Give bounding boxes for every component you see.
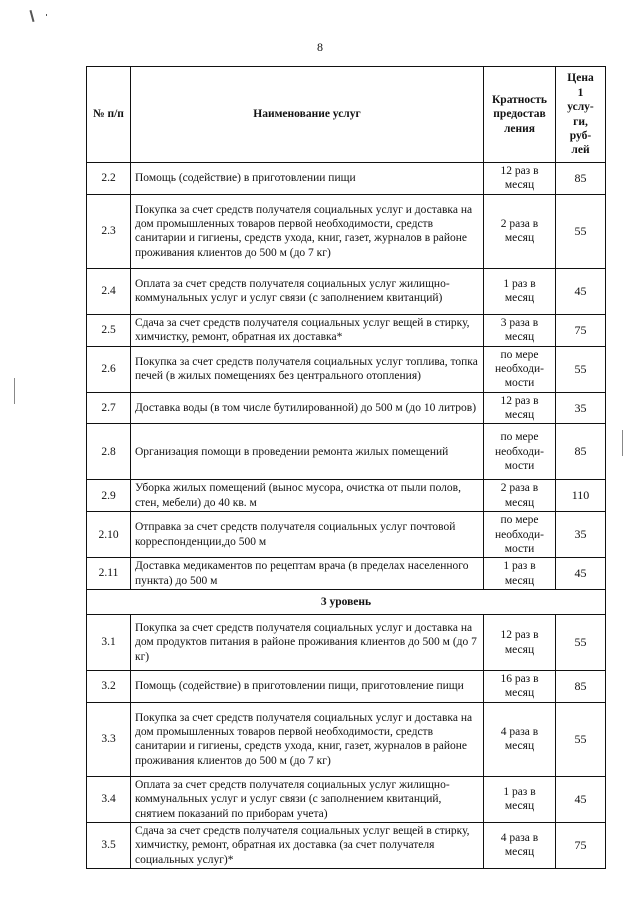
table-row bbox=[87, 392, 606, 424]
level3-header bbox=[87, 590, 606, 615]
service-price: 85 bbox=[556, 671, 606, 703]
service-frequency: 1 раз в месяц bbox=[484, 268, 556, 314]
service-price: 85 bbox=[556, 424, 606, 480]
table-row bbox=[87, 702, 606, 776]
service-price: 35 bbox=[556, 512, 606, 558]
service-name: Покупка за счет средств получателя социальных услуг и доставка на дом промышленных товаров первой необходимости, средств санитарии и гигиены, средств ухода, книг, газет, журналов в районе проживания клиентов до 500 м (до 7 кг) bbox=[131, 702, 484, 776]
service-name: Помощь (содействие) в приготовлении пищи bbox=[131, 163, 484, 195]
service-price: 110 bbox=[556, 480, 606, 512]
row-number: 3.2 bbox=[87, 671, 131, 703]
service-name: Организация помощи в проведении ремонта жилых помещений bbox=[131, 424, 484, 480]
service-name: Доставка воды (в том числе бутилированной) до 500 м (до 10 литров) bbox=[131, 392, 484, 424]
table-row bbox=[87, 194, 606, 268]
service-frequency: 16 раз в месяц bbox=[484, 671, 556, 703]
service-frequency: 4 раза в месяц bbox=[484, 822, 556, 868]
service-frequency: 4 раза в месяц bbox=[484, 702, 556, 776]
service-frequency: по мере необходи-мости bbox=[484, 346, 556, 392]
service-price: 45 bbox=[556, 268, 606, 314]
scan-mark bbox=[29, 10, 34, 22]
table-row bbox=[87, 424, 606, 480]
table-row bbox=[87, 822, 606, 868]
table-row bbox=[87, 346, 606, 392]
service-name: Покупка за счет средств получателя социальных услуг и доставка на дом продуктов питания в районе проживания клиентов до 500 м (до 7 кг) bbox=[131, 615, 484, 671]
service-frequency: 2 раза в месяц bbox=[484, 194, 556, 268]
service-price: 45 bbox=[556, 776, 606, 822]
service-frequency: по мере необходи-мости bbox=[484, 424, 556, 480]
service-frequency: 1 раз в месяц bbox=[484, 776, 556, 822]
row-number: 3.1 bbox=[87, 615, 131, 671]
page-number: 8 bbox=[317, 40, 323, 54]
service-price: 55 bbox=[556, 702, 606, 776]
row-number: 3.3 bbox=[87, 702, 131, 776]
service-frequency: 2 раза в месяц bbox=[484, 480, 556, 512]
table-row bbox=[87, 314, 606, 346]
service-name: Помощь (содействие) в приготовлении пищи, приготовление пищи bbox=[131, 671, 484, 703]
level3-rows bbox=[87, 615, 606, 869]
service-name: Оплата за счет средств получателя социальных услуг жилищно-коммунальных услуг и услуг связи (с заполнением квитанций) bbox=[131, 268, 484, 314]
header-frequency: Кратность предостав ления bbox=[484, 67, 556, 163]
service-name: Оплата за счет средств получателя социальных услуг жилищно-коммунальных услуг и услуг связи (с заполнением квитанций, снятием показаний по приборам учета) bbox=[131, 776, 484, 822]
table-row bbox=[87, 268, 606, 314]
row-number: 2.9 bbox=[87, 480, 131, 512]
header-name: Наименование услуг bbox=[131, 67, 484, 163]
service-name: Отправка за счет средств получателя социальных услуг почтовой корреспонденции,до 500 м bbox=[131, 512, 484, 558]
service-price: 45 bbox=[556, 558, 606, 590]
row-number: 2.5 bbox=[87, 314, 131, 346]
service-frequency: 1 раз в месяц bbox=[484, 558, 556, 590]
row-number: 2.10 bbox=[87, 512, 131, 558]
service-name: Уборка жилых помещений (вынос мусора, очистка от пыли полов, стен, мебели) до 40 кв. м bbox=[131, 480, 484, 512]
service-price: 85 bbox=[556, 163, 606, 195]
service-name: Сдача за счет средств получателя социальных услуг вещей в стирку, химчистку, ремонт, обратная их доставка* bbox=[131, 314, 484, 346]
scan-mark bbox=[46, 14, 47, 16]
row-number: 2.7 bbox=[87, 392, 131, 424]
service-name: Доставка медикаментов по рецептам врача (в пределах населенного пункта) до 500 м bbox=[131, 558, 484, 590]
service-frequency: 12 раз в месяц bbox=[484, 163, 556, 195]
table-row bbox=[87, 671, 606, 703]
service-price: 55 bbox=[556, 615, 606, 671]
service-frequency: по мере необходи-мости bbox=[484, 512, 556, 558]
table-row-section bbox=[87, 590, 606, 615]
row-number: 3.4 bbox=[87, 776, 131, 822]
service-price: 35 bbox=[556, 392, 606, 424]
row-number: 3.5 bbox=[87, 822, 131, 868]
service-frequency: 12 раз в месяц bbox=[484, 615, 556, 671]
service-price: 55 bbox=[556, 194, 606, 268]
services-table bbox=[86, 66, 606, 869]
level2-rows bbox=[87, 163, 606, 590]
row-number: 2.6 bbox=[87, 346, 131, 392]
level-3-heading: 3 уровень bbox=[87, 590, 606, 615]
header-price: Цена 1 услу- ги, руб- лей bbox=[556, 67, 606, 163]
row-number: 2.3 bbox=[87, 194, 131, 268]
service-name: Сдача за счет средств получателя социальных услуг вещей в стирку, химчистку, ремонт, обратная их доставка (за счет получателя социальных услуг)* bbox=[131, 822, 484, 868]
service-price: 75 bbox=[556, 822, 606, 868]
table-header-row bbox=[87, 67, 606, 163]
table-row bbox=[87, 480, 606, 512]
row-number: 2.11 bbox=[87, 558, 131, 590]
service-name: Покупка за счет средств получателя социальных услуг и доставка на дом промышленных товаров первой необходимости, средств санитарии и гигиены, средств ухода, книг, газет, журналов в районе проживания клиентов до 500 м (до 7 кг) bbox=[131, 194, 484, 268]
service-price: 75 bbox=[556, 314, 606, 346]
table-row bbox=[87, 163, 606, 195]
scan-mark bbox=[622, 430, 623, 456]
row-number: 2.8 bbox=[87, 424, 131, 480]
service-frequency: 12 раз в месяц bbox=[484, 392, 556, 424]
service-price: 55 bbox=[556, 346, 606, 392]
header-num: № п/п bbox=[87, 67, 131, 163]
table-row bbox=[87, 558, 606, 590]
scan-mark bbox=[14, 378, 15, 404]
table-row bbox=[87, 776, 606, 822]
table-row bbox=[87, 512, 606, 558]
service-frequency: 3 раза в месяц bbox=[484, 314, 556, 346]
table-row bbox=[87, 615, 606, 671]
row-number: 2.4 bbox=[87, 268, 131, 314]
row-number: 2.2 bbox=[87, 163, 131, 195]
service-name: Покупка за счет средств получателя социальных услуг топлива, топка печей (в жилых помещениях без центрального отопления) bbox=[131, 346, 484, 392]
